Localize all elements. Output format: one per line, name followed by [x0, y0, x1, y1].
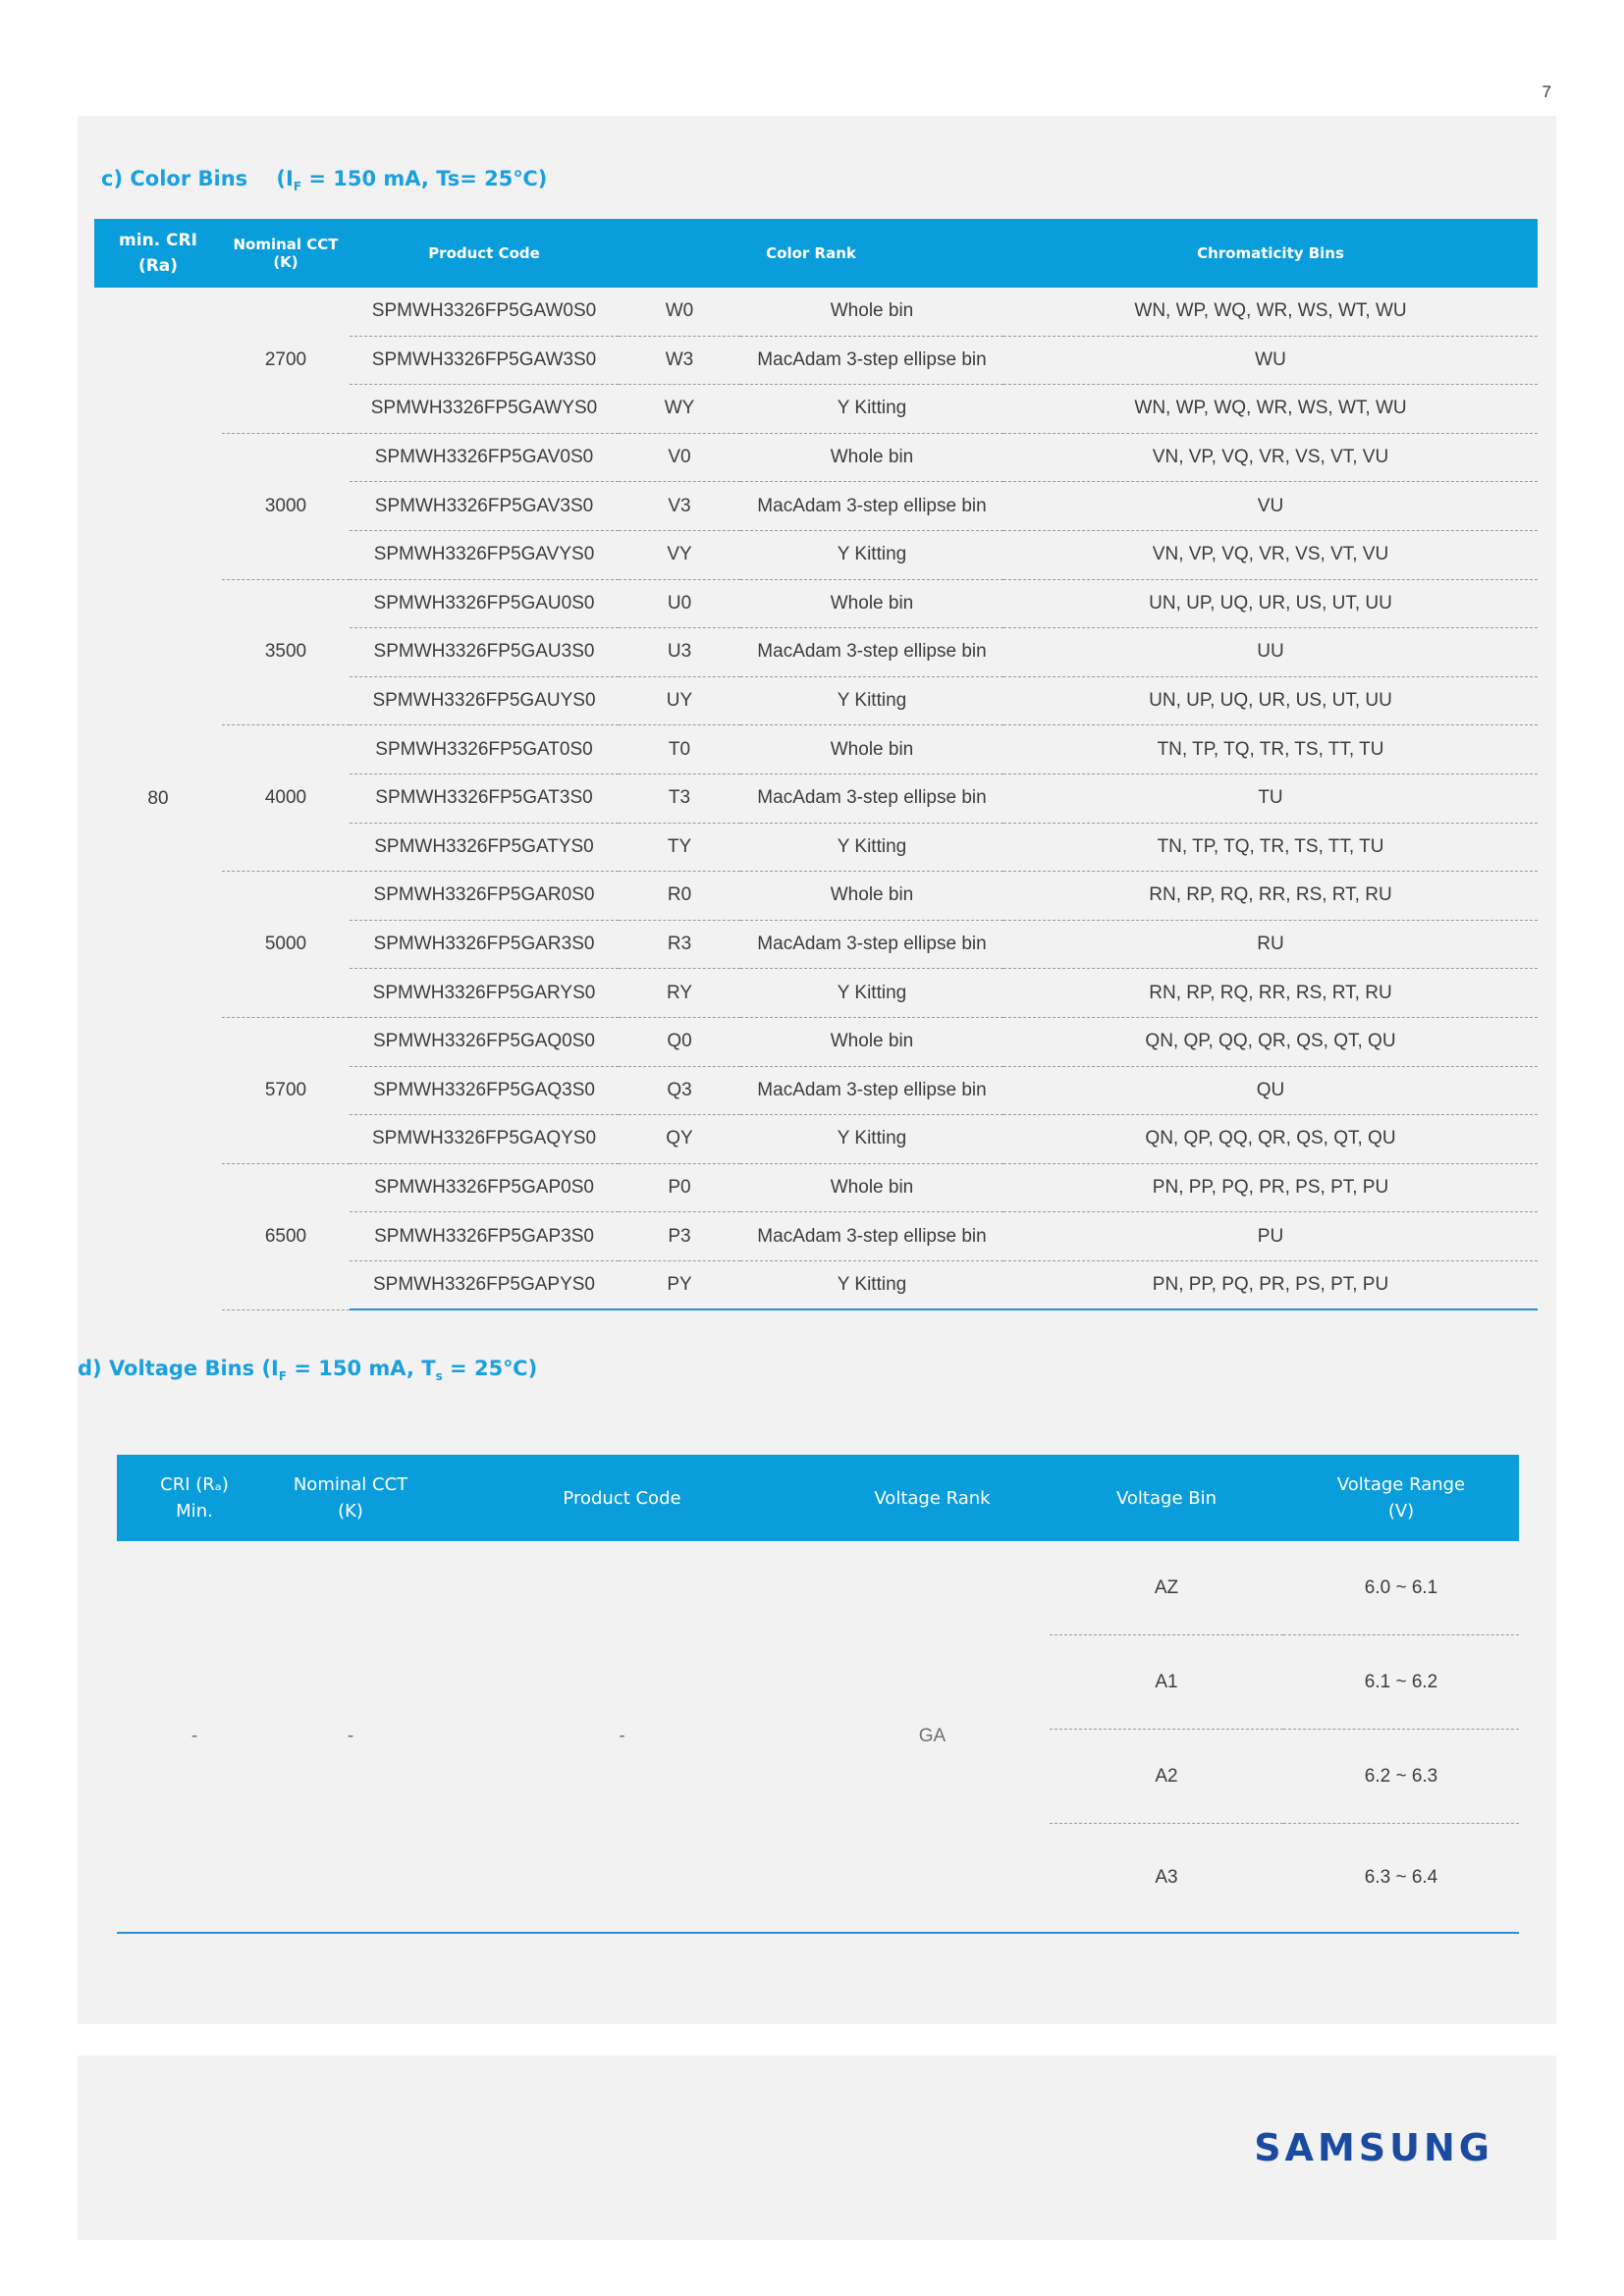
voltage-bins-body	[117, 1541, 1519, 1933]
v-header-voltage-rank: Voltage Rank	[815, 1455, 1050, 1541]
bin-type-cell: Y Kitting	[740, 1260, 1003, 1309]
bin-type-cell: Whole bin	[740, 579, 1003, 628]
color-bins-cond-sub: F	[293, 180, 302, 194]
v-header-cri	[117, 1455, 272, 1541]
v-header-cri-line1: CRI (Rₐ)	[160, 1474, 229, 1495]
bin-type-cell: Y Kitting	[740, 823, 1003, 872]
bin-type-cell: MacAdam 3-step ellipse bin	[740, 1066, 1003, 1115]
v-header-voltage-range	[1283, 1455, 1519, 1541]
color-rank-cell: T0	[619, 725, 740, 774]
cct-cell: 5000	[222, 872, 350, 1018]
chromaticity-cell: TN, TP, TQ, TR, TS, TT, TU	[1003, 725, 1538, 774]
table-row	[94, 579, 1538, 628]
product-code-cell: SPMWH3326FP5GAV0S0	[350, 433, 619, 482]
v-range-cell: 6.2 ~ 6.3	[1283, 1730, 1519, 1824]
v-header-product-code: Product Code	[429, 1455, 815, 1541]
color-bins-cond-prefix: (I	[276, 167, 294, 190]
cct-cell: 4000	[222, 725, 350, 872]
bin-type-cell: Whole bin	[740, 1017, 1003, 1066]
v-rank-cell: GA	[815, 1541, 1050, 1933]
chromaticity-cell: WN, WP, WQ, WR, WS, WT, WU	[1003, 288, 1538, 336]
chromaticity-cell: TU	[1003, 774, 1538, 823]
chromaticity-cell: RN, RP, RQ, RR, RS, RT, RU	[1003, 872, 1538, 921]
product-code-cell: SPMWH3326FP5GAWYS0	[350, 385, 619, 434]
bin-type-cell: MacAdam 3-step ellipse bin	[740, 920, 1003, 969]
chromaticity-cell: PU	[1003, 1212, 1538, 1261]
bin-type-cell: MacAdam 3-step ellipse bin	[740, 482, 1003, 531]
samsung-logo: SAMSUNG	[1254, 2126, 1493, 2169]
product-code-cell: SPMWH3326FP5GAUYS0	[350, 676, 619, 725]
header-cct: Nominal CCT (K)	[222, 219, 350, 288]
chromaticity-cell: VU	[1003, 482, 1538, 531]
bin-type-cell: MacAdam 3-step ellipse bin	[740, 628, 1003, 677]
chromaticity-cell: RN, RP, RQ, RR, RS, RT, RU	[1003, 969, 1538, 1018]
color-rank-cell: W0	[619, 288, 740, 336]
bin-type-cell: Y Kitting	[740, 676, 1003, 725]
page-number: 7	[1542, 82, 1551, 101]
bin-type-cell: Y Kitting	[740, 969, 1003, 1018]
v-cct-cell: -	[272, 1541, 429, 1933]
footer-panel	[78, 2056, 1556, 2240]
product-code-cell: SPMWH3326FP5GAW3S0	[350, 336, 619, 385]
chromaticity-cell: TN, TP, TQ, TR, TS, TT, TU	[1003, 823, 1538, 872]
product-code-cell: SPMWH3326FP5GAP3S0	[350, 1212, 619, 1261]
bin-type-cell: MacAdam 3-step ellipse bin	[740, 336, 1003, 385]
table-row	[117, 1541, 1519, 1635]
table-row	[94, 1163, 1538, 1212]
bin-type-cell: Y Kitting	[740, 1115, 1003, 1164]
voltage-bins-table	[117, 1455, 1519, 1934]
voltage-bins-cond-prefix: (I	[261, 1357, 279, 1380]
header-cri-line2: (Ra)	[137, 256, 179, 276]
cct-cell: 3500	[222, 579, 350, 725]
color-rank-cell: U3	[619, 628, 740, 677]
v-bin-cell: A1	[1050, 1635, 1283, 1730]
voltage-header-row	[117, 1455, 1519, 1541]
bin-type-cell: Whole bin	[740, 725, 1003, 774]
v-bin-cell: AZ	[1050, 1541, 1283, 1635]
product-code-cell: SPMWH3326FP5GARYS0	[350, 969, 619, 1018]
color-rank-cell: Q3	[619, 1066, 740, 1115]
color-rank-cell: VY	[619, 530, 740, 579]
color-bins-title	[101, 167, 547, 193]
bin-type-cell: MacAdam 3-step ellipse bin	[740, 1212, 1003, 1261]
v-range-cell: 6.0 ~ 6.1	[1283, 1541, 1519, 1635]
color-rank-cell: PY	[619, 1260, 740, 1309]
content-panel	[78, 116, 1556, 2024]
bin-type-cell: Whole bin	[740, 288, 1003, 336]
bin-type-cell: Whole bin	[740, 872, 1003, 921]
color-rank-cell: WY	[619, 385, 740, 434]
color-rank-cell: U0	[619, 579, 740, 628]
v-bin-cell: A2	[1050, 1730, 1283, 1824]
product-code-cell: SPMWH3326FP5GAVYS0	[350, 530, 619, 579]
cct-cell: 3000	[222, 433, 350, 579]
voltage-bins-cond-suffix: = 25℃)	[442, 1357, 538, 1380]
chromaticity-cell: PN, PP, PQ, PR, PS, PT, PU	[1003, 1163, 1538, 1212]
chromaticity-cell: WU	[1003, 336, 1538, 385]
header-color-rank: Color Rank	[619, 219, 1003, 288]
bin-type-cell: Whole bin	[740, 433, 1003, 482]
chromaticity-cell: VN, VP, VQ, VR, VS, VT, VU	[1003, 433, 1538, 482]
v-range-cell: 6.3 ~ 6.4	[1283, 1824, 1519, 1934]
voltage-bins-title-text: d) Voltage Bins	[78, 1357, 255, 1380]
color-bins-body	[94, 288, 1538, 1309]
bin-type-cell: MacAdam 3-step ellipse bin	[740, 774, 1003, 823]
v-header-cri-line2: Min.	[176, 1501, 213, 1522]
chromaticity-cell: UU	[1003, 628, 1538, 677]
chromaticity-cell: QU	[1003, 1066, 1538, 1115]
v-header-cct	[272, 1455, 429, 1541]
table-header-row	[94, 219, 1538, 288]
table-row	[94, 288, 1538, 336]
cct-cell: 5700	[222, 1017, 350, 1163]
product-code-cell: SPMWH3326FP5GAR3S0	[350, 920, 619, 969]
product-code-cell: SPMWH3326FP5GAV3S0	[350, 482, 619, 531]
chromaticity-cell: QN, QP, QQ, QR, QS, QT, QU	[1003, 1017, 1538, 1066]
color-rank-cell: P3	[619, 1212, 740, 1261]
chromaticity-cell: PN, PP, PQ, PR, PS, PT, PU	[1003, 1260, 1538, 1309]
table-row	[94, 725, 1538, 774]
v-header-cct-line1: Nominal CCT	[293, 1474, 408, 1495]
chromaticity-cell: QN, QP, QQ, QR, QS, QT, QU	[1003, 1115, 1538, 1164]
voltage-bins-title	[78, 1357, 537, 1383]
cct-cell: 2700	[222, 288, 350, 433]
color-bins-cond-suffix: = 150 mA, Ts= 25℃)	[301, 167, 548, 190]
header-cri-line1: min. CRI	[119, 231, 197, 250]
table-row	[94, 1017, 1538, 1066]
color-rank-cell: TY	[619, 823, 740, 872]
v-product-code-cell: -	[429, 1541, 815, 1933]
voltage-bins-cond-sub2: s	[435, 1369, 443, 1384]
table-row	[94, 872, 1538, 921]
color-rank-cell: T3	[619, 774, 740, 823]
chromaticity-cell: UN, UP, UQ, UR, US, UT, UU	[1003, 579, 1538, 628]
v-bin-cell: A3	[1050, 1824, 1283, 1934]
chromaticity-cell: UN, UP, UQ, UR, US, UT, UU	[1003, 676, 1538, 725]
product-code-cell: SPMWH3326FP5GAW0S0	[350, 288, 619, 336]
color-rank-cell: QY	[619, 1115, 740, 1164]
v-header-voltage-bin: Voltage Bin	[1050, 1455, 1283, 1541]
v-header-range-line2: (V)	[1387, 1501, 1415, 1522]
color-rank-cell: V3	[619, 482, 740, 531]
table-row	[94, 433, 1538, 482]
product-code-cell: SPMWH3326FP5GAQ3S0	[350, 1066, 619, 1115]
color-rank-cell: Q0	[619, 1017, 740, 1066]
color-rank-cell: UY	[619, 676, 740, 725]
color-rank-cell: R3	[619, 920, 740, 969]
product-code-cell: SPMWH3326FP5GAQ0S0	[350, 1017, 619, 1066]
chromaticity-cell: RU	[1003, 920, 1538, 969]
bin-type-cell: Y Kitting	[740, 385, 1003, 434]
product-code-cell: SPMWH3326FP5GAPYS0	[350, 1260, 619, 1309]
product-code-cell: SPMWH3326FP5GAU0S0	[350, 579, 619, 628]
color-rank-cell: RY	[619, 969, 740, 1018]
header-product-code: Product Code	[350, 219, 619, 288]
cri-cell: 80	[147, 787, 169, 809]
product-code-cell: SPMWH3326FP5GAT0S0	[350, 725, 619, 774]
header-cri	[94, 219, 222, 288]
v-header-range-line1: Voltage Range	[1336, 1474, 1466, 1495]
v-range-cell: 6.1 ~ 6.2	[1283, 1635, 1519, 1730]
color-rank-cell: W3	[619, 336, 740, 385]
color-bins-title-text: c) Color Bins	[101, 167, 248, 190]
product-code-cell: SPMWH3326FP5GAP0S0	[350, 1163, 619, 1212]
product-code-cell: SPMWH3326FP5GAU3S0	[350, 628, 619, 677]
color-rank-cell: R0	[619, 872, 740, 921]
voltage-bins-cond-sub: F	[278, 1369, 288, 1384]
product-code-cell: SPMWH3326FP5GAQYS0	[350, 1115, 619, 1164]
v-cri-cell: -	[117, 1541, 272, 1933]
color-bins-table	[94, 219, 1538, 1310]
product-code-cell: SPMWH3326FP5GAT3S0	[350, 774, 619, 823]
product-code-cell: SPMWH3326FP5GATYS0	[350, 823, 619, 872]
voltage-bins-cond-mid: = 150 mA, T	[287, 1357, 436, 1380]
chromaticity-cell: VN, VP, VQ, VR, VS, VT, VU	[1003, 530, 1538, 579]
header-chromaticity: Chromaticity Bins	[1003, 219, 1538, 288]
cct-cell: 6500	[222, 1163, 350, 1309]
chromaticity-cell: WN, WP, WQ, WR, WS, WT, WU	[1003, 385, 1538, 434]
product-code-cell: SPMWH3326FP5GAR0S0	[350, 872, 619, 921]
v-header-cct-line2: (K)	[338, 1501, 363, 1522]
color-rank-cell: V0	[619, 433, 740, 482]
color-rank-cell: P0	[619, 1163, 740, 1212]
bin-type-cell: Whole bin	[740, 1163, 1003, 1212]
bin-type-cell: Y Kitting	[740, 530, 1003, 579]
